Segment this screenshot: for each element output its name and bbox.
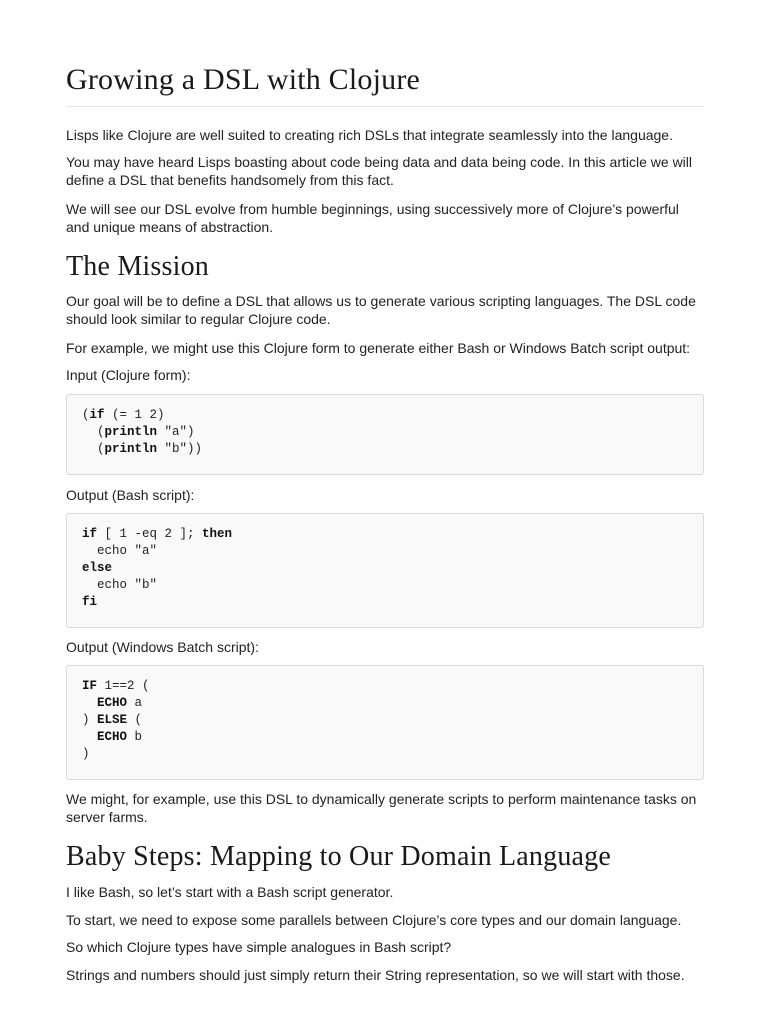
code-line — [82, 544, 157, 558]
code-line — [82, 578, 157, 592]
code-text: ( — [127, 713, 143, 727]
code-keyword: IF — [82, 679, 98, 693]
mission-paragraph-2: For example, we might use this Clojure form to generate either Bash or Windows Batch script output: — [66, 340, 691, 356]
section-heading-baby-steps: Baby Steps: Mapping to Our Domain Language — [66, 841, 611, 872]
intro-paragraph-1: Lisps like Clojure are well suited to creating rich DSLs that integrate seamlessly into the language. — [66, 127, 673, 143]
code-keyword: ELSE — [97, 713, 128, 727]
code-keyword: if — [89, 408, 105, 422]
code-text: (= 1 2) — [104, 408, 165, 422]
baby-steps-paragraph-1: I like Bash, so let’s start with a Bash script generator. — [66, 884, 394, 900]
code-keyword: then — [202, 527, 233, 541]
section-heading-mission: The Mission — [66, 251, 209, 282]
code-keyword: ECHO — [97, 696, 128, 710]
code-keyword: ECHO — [97, 730, 128, 744]
code-line — [82, 713, 142, 727]
code-text: echo "b" — [82, 578, 158, 592]
input-code-block — [66, 394, 704, 475]
code-line — [82, 561, 112, 575]
code-keyword: if — [82, 527, 98, 541]
bash-label: Output (Bash script): — [66, 487, 195, 503]
code-line — [82, 425, 195, 439]
code-line — [82, 696, 142, 710]
code-text: a — [127, 696, 143, 710]
batch-code-block — [66, 665, 704, 780]
code-line — [82, 730, 142, 744]
code-line — [82, 595, 97, 609]
intro-paragraph-3: We will see our DSL evolve from humble beginnings, using successively more of Clojure’s powerful and unique means of abstraction. — [66, 201, 679, 235]
code-text: 1==2 ( — [97, 679, 150, 693]
code-keyword: else — [82, 561, 113, 575]
baby-steps-paragraph-4: Strings and numbers should just simply return their String representation, so we will start with those. — [66, 967, 685, 983]
input-label: Input (Clojure form): — [66, 367, 191, 383]
intro-paragraph-2: You may have heard Lisps boasting about code being data and data being code. In this article we will define a DSL that benefits handsomely from this fact. — [66, 154, 693, 188]
code-keyword: println — [104, 425, 158, 439]
code-text: "a") — [157, 425, 195, 439]
code-text — [82, 696, 97, 710]
bash-code-block — [66, 513, 704, 628]
code-line — [82, 442, 202, 456]
code-text — [82, 730, 97, 744]
page-title: Growing a DSL with Clojure — [66, 60, 704, 107]
code-text: ( — [82, 442, 105, 456]
batch-label: Output (Windows Batch script): — [66, 639, 259, 655]
code-text: ) — [82, 713, 98, 727]
code-text: "b")) — [157, 442, 203, 456]
mission-closing-paragraph: We might, for example, use this DSL to dynamically generate scripts to perform maintenance tasks on server farms. — [66, 791, 697, 825]
code-keyword: fi — [82, 595, 98, 609]
code-text: b — [127, 730, 143, 744]
mission-paragraph-1: Our goal will be to define a DSL that allows us to generate various scripting languages. The DSL code should look similar to regular Clojure code. — [66, 293, 696, 327]
code-line — [82, 679, 150, 693]
code-text: echo "a" — [82, 544, 158, 558]
code-text: [ 1 -eq 2 ]; — [97, 527, 203, 541]
baby-steps-paragraph-2: To start, we need to expose some parallels between Clojure’s core types and our domain language. — [66, 912, 682, 928]
code-text: ( — [82, 425, 105, 439]
code-line — [82, 747, 90, 761]
code-keyword: println — [104, 442, 158, 456]
code-text: ) — [82, 747, 90, 761]
code-line — [82, 408, 165, 422]
code-line — [82, 527, 232, 541]
baby-steps-paragraph-3: So which Clojure types have simple analogues in Bash script? — [66, 939, 452, 955]
code-text: ( — [82, 408, 90, 422]
